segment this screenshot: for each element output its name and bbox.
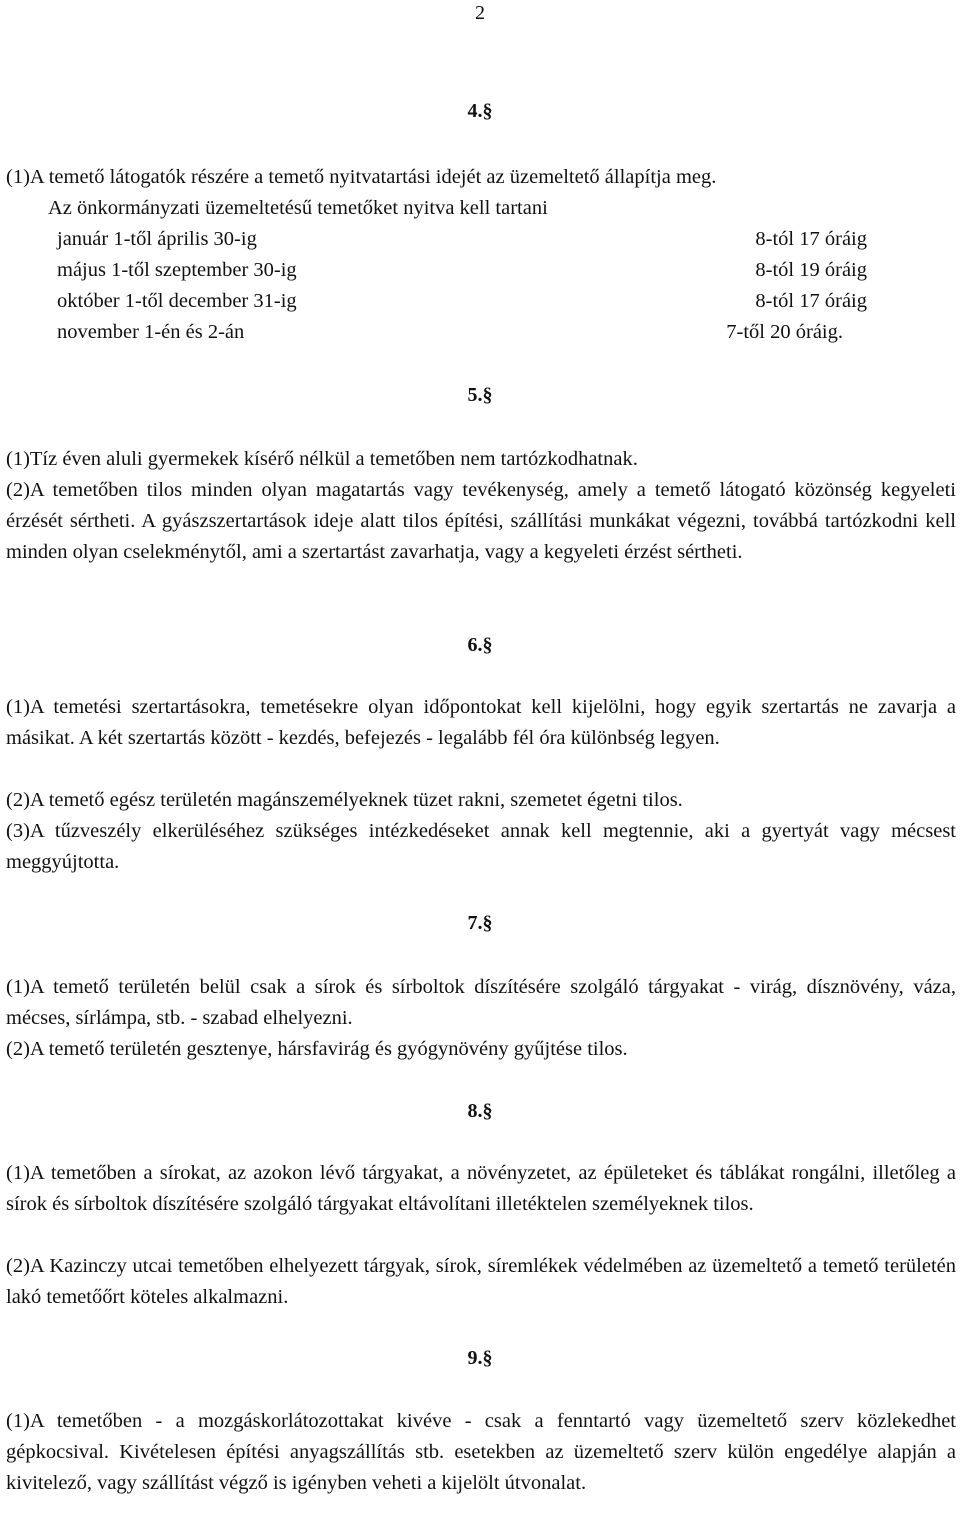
section-heading-5: 5.§ xyxy=(467,384,493,406)
hours-time: 8-tól 17 óráig xyxy=(755,290,867,312)
section-heading-9: 9.§ xyxy=(467,1347,493,1369)
section-6-paragraph-1: (1)A temetési szertartásokra, temetésekre olyan időpontokat kell kijelölni, hogy egyik szertartás ne zavarja a másikat. A két szertartás között - kezdés, befejezés - legalább fél óra különbség legyen. xyxy=(6,696,956,749)
hours-time: 8-tól 19 óráig xyxy=(755,259,867,281)
hours-time: 7-től 20 óráig. xyxy=(726,321,843,343)
section-heading-8: 8.§ xyxy=(467,1100,493,1122)
hours-period: január 1-től április 30-ig xyxy=(57,228,257,250)
section-5-paragraph-1: (1)Tíz éven aluli gyermekek kísérő nélkül a temetőben nem tartózkodhatnak. xyxy=(6,448,638,470)
section-8-paragraph-2: (2)A Kazinczy utcai temetőben elhelyezett tárgyak, sírok, síremlékek védelmében az üzemeltető a temető területén lakó temetőőrt köteles alkalmazni. xyxy=(6,1255,956,1308)
section-6-paragraph-2: (2)A temető egész területén magánszemélyeknek tüzet rakni, szemetet égetni tilos. xyxy=(6,789,683,811)
section-7-paragraph-1: (1)A temető területén belül csak a sírok és sírboltok díszítésére szolgáló tárgyakat - virág, dísznövény, váza, mécses, sírlámpa, stb. - szabad elhelyezni. xyxy=(6,976,956,1029)
section-8-paragraph-1: (1)A temetőben a sírokat, az azokon lévő tárgyakat, a növényzetet, az épületeket és táblákat rongálni, illetőleg a sírok és sírboltok díszítésére szolgáló tárgyakat eltávolítani illetéktelen személyeknek tilos. xyxy=(6,1162,956,1215)
section-4-paragraph-1: (1)A temető látogatók részére a temető nyitvatartási idejét az üzemeltető állapítja meg. xyxy=(6,166,717,188)
section-9-paragraph-1: (1)A temetőben - a mozgáskorlátozottakat kivéve - csak a fenntartó vagy üzemeltető szerv közlekedhet gépkocsival. Kivételesen építési anyagszállítás stb. esetekben az üzemeltető szerv külön engedélye alapján a kivitelező, vagy szállítást végző is igényben veheti a kijelölt útvonalat. xyxy=(6,1410,956,1494)
hours-period: május 1-től szeptember 30-ig xyxy=(57,259,297,281)
section-4-paragraph-2: Az önkormányzati üzemeltetésű temetőket nyitva kell tartani xyxy=(48,197,548,219)
section-heading-4: 4.§ xyxy=(467,100,493,122)
section-heading-7: 7.§ xyxy=(467,912,493,934)
section-5-paragraph-2: (2)A temetőben tilos minden olyan magatartás vagy tevékenység, amely a temető látogató közönség kegyeleti érzését sértheti. A gyászszertartások ideje alatt tilos építési, szállítási munkákat végezni, továbbá tartózkodni kell minden olyan cselekménytől, ami a szertartást zavarhatja, vagy a kegyeleti érzést sértheti. xyxy=(6,479,956,563)
hours-period: október 1-től december 31-ig xyxy=(57,290,297,312)
hours-time: 8-tól 17 óráig xyxy=(755,228,867,250)
page-number: 2 xyxy=(475,2,485,24)
section-heading-6: 6.§ xyxy=(467,634,493,656)
hours-period: november 1-én és 2-án xyxy=(57,321,245,343)
section-6-paragraph-3: (3)A tűzveszély elkerüléséhez szükséges intézkedéseket annak kell megtennie, aki a gyertyát vagy mécsest meggyújtotta. xyxy=(6,820,956,873)
section-7-paragraph-2: (2)A temető területén gesztenye, hársfavirág és gyógynövény gyűjtése tilos. xyxy=(6,1038,628,1060)
